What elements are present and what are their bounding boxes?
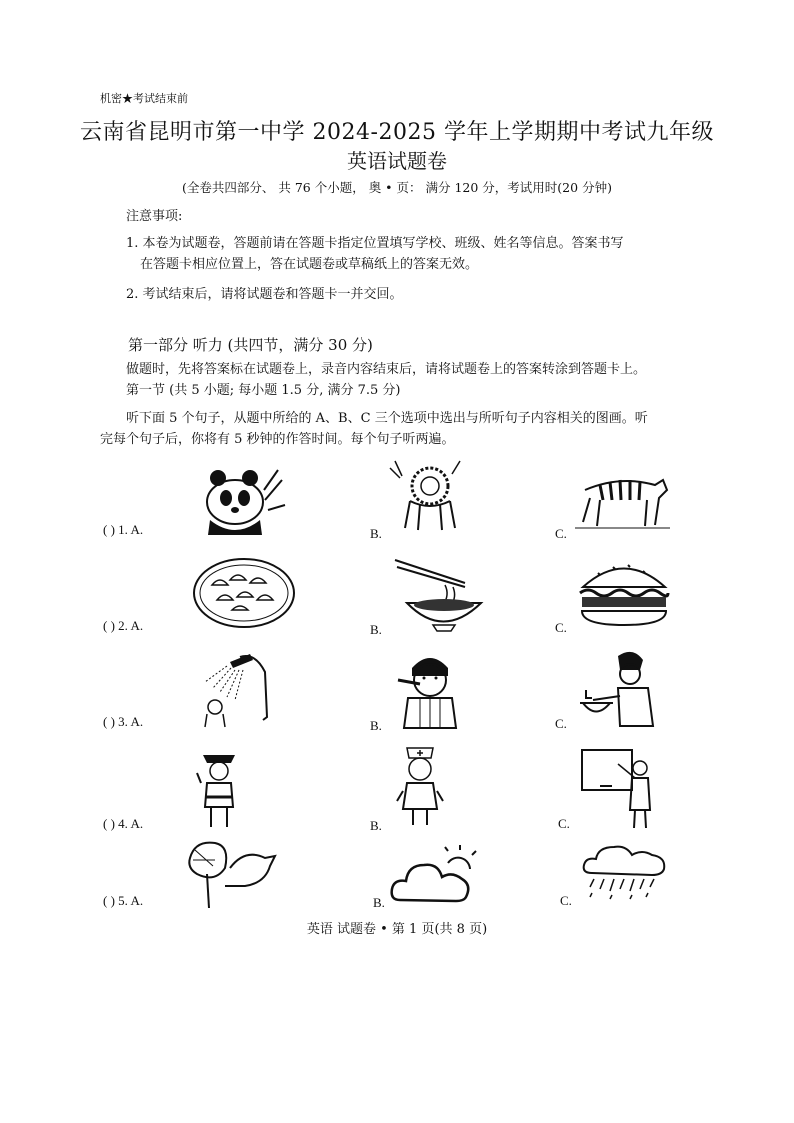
lion-icon [390,456,465,534]
question-2-option-b: B. [370,622,382,637]
question-1-option-b: B. [370,526,382,541]
question-3-option-b: B. [370,718,382,733]
confidential-mark: 机密★考试结束前 [100,92,188,105]
question-4-option-c: C. [558,816,570,831]
question-2-option-c: C. [555,620,567,635]
nurse-icon [395,743,445,828]
note-item-1: 1. 本卷为试题卷，答题前请在答题卡指定位置填写学校、班级、姓名等信息。答案书写 [126,236,624,251]
page-footer: 英语 试题卷 • 第 1 页(共 8 页) [306,922,488,937]
noodles-icon [395,555,490,633]
question-4-number: ( ) 4. A. [103,816,144,831]
police-officer-icon [195,745,245,830]
question-1-option-c: C. [555,526,567,541]
dumplings-icon [192,555,297,630]
question-2-number: ( ) 2. A. [103,618,144,633]
note-item-1-cont: 在答题卡相应位置上，答在试题卷或草稿纸上的答案无效。 [140,257,479,272]
question-5-number: ( ) 5. A. [103,893,144,908]
tiger-icon [575,460,670,532]
shower-icon [195,652,275,727]
question-3-number: ( ) 3. A. [103,714,144,729]
section1-heading: 第一节 (共 5 小题; 每小题 1.5 分, 满分 7.5 分) [126,383,401,398]
question-3-option-c: C. [555,716,567,731]
cloudy-icon [390,845,475,910]
exam-info: (全卷共四部分、 共 76 个小题， 奥 • 页： 满分 120 分，考试用时(20 分钟) [182,180,612,195]
part1-heading: 第一部分 听力 (共四节，满分 30 分) [128,336,373,354]
section1-instruction: 听下面 5 个句子，从题中所给的 A、B、C 三个选项中选出与所听句子内容相关的图画。听 [126,411,648,426]
exam-title: 云南省昆明市第一中学 2024-2025 学年上学期期中考试九年级 [80,120,714,145]
notes-heading: 注意事项: [126,209,183,224]
part1-instruction: 做题时，先将答案标在试题卷上，录音内容结束后，请将试题卷上的答案转涂到答题卡上。 [126,362,647,377]
question-4-option-b: B. [370,818,382,833]
windy-icon [185,838,280,910]
panda-icon [190,460,285,538]
question-1-number: ( ) 1. A. [103,522,144,537]
section1-instruction-cont: 完每个句子后，你将有 5 秒钟的作答时间。每个句子听两遍。 [100,432,455,447]
hamburger-icon [578,555,670,630]
question-5-option-b: B. [373,895,385,910]
washing-hands-icon [578,648,660,728]
rainy-icon [582,843,672,903]
exam-subject-title: 英语试题卷 [347,149,447,173]
question-5-option-c: C. [560,893,572,908]
brushing-teeth-icon [390,648,470,728]
note-item-2: 2. 考试结束后，请将试题卷和答题卡一并交回。 [126,287,403,302]
teacher-icon [580,748,662,830]
